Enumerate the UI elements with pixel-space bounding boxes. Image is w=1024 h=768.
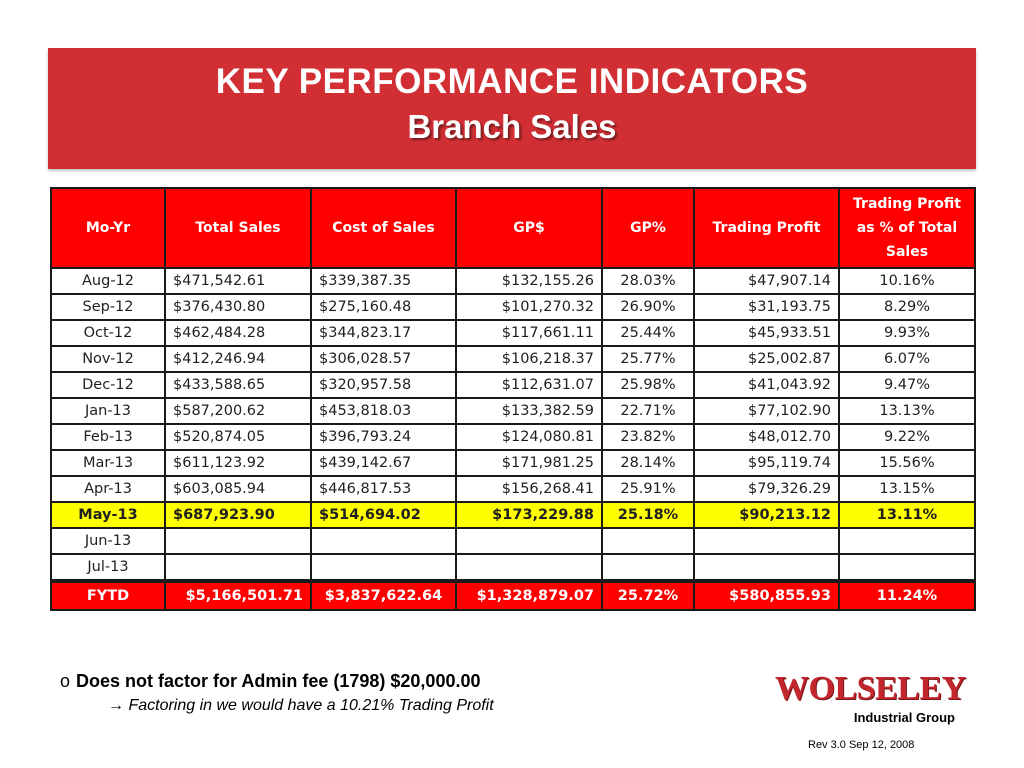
table-cell: $133,382.59 [456,398,602,424]
column-header: GP% [602,188,694,268]
table-cell: $339,387.35 [311,268,456,294]
note-line-2: → Factoring in we would have a 10.21% Trading Profit [108,697,494,714]
page-title: KEY PERFORMANCE INDICATORS [215,62,809,101]
table-cell [165,554,311,581]
table-cell: $77,102.90 [694,398,839,424]
table-cell: Dec-12 [51,372,165,398]
table-cell: $433,588.65 [165,372,311,398]
table-cell: $156,268.41 [456,476,602,502]
table-cell: 10.16% [839,268,975,294]
logo-brand: WOLSELEY [775,670,966,707]
total-cell: 25.72% [602,581,694,610]
table-row [51,528,975,554]
total-cell: 11.24% [839,581,975,610]
table-cell: $471,542.61 [165,268,311,294]
table-cell [311,528,456,554]
table-cell: 6.07% [839,346,975,372]
table-cell: $603,085.94 [165,476,311,502]
table-cell: 26.90% [602,294,694,320]
column-header: Cost of Sales [311,188,456,268]
column-header: GP$ [456,188,602,268]
table-cell: $106,218.37 [456,346,602,372]
table-cell: May-13 [51,502,165,528]
table-cell: $446,817.53 [311,476,456,502]
table-row [51,476,975,502]
table-cell: 25.98% [602,372,694,398]
table-cell: Sep-12 [51,294,165,320]
kpi-table [50,187,976,611]
table-cell: $439,142.67 [311,450,456,476]
table-cell: $412,246.94 [165,346,311,372]
table-total-row [51,581,975,610]
table-cell: 25.77% [602,346,694,372]
wolseley-logo [775,670,966,725]
table-cell: 13.13% [839,398,975,424]
table-cell [839,528,975,554]
table-cell: 25.91% [602,476,694,502]
table-cell: 15.56% [839,450,975,476]
table-cell: 8.29% [839,294,975,320]
table-cell: $45,933.51 [694,320,839,346]
table-cell [311,554,456,581]
table-cell: Feb-13 [51,424,165,450]
title-banner [48,48,976,169]
total-cell: FYTD [51,581,165,610]
table-row [51,502,975,528]
table-cell: Aug-12 [51,268,165,294]
total-cell: $5,166,501.71 [165,581,311,610]
table-cell: 9.93% [839,320,975,346]
table-row [51,346,975,372]
table-cell: $171,981.25 [456,450,602,476]
table-row [51,320,975,346]
table-cell: Oct-12 [51,320,165,346]
table-cell: $25,002.87 [694,346,839,372]
table-cell: 28.03% [602,268,694,294]
table-cell [694,554,839,581]
table-cell: $462,484.28 [165,320,311,346]
table-row [51,268,975,294]
total-cell: $580,855.93 [694,581,839,610]
table-cell: $376,430.80 [165,294,311,320]
table-cell: $31,193.75 [694,294,839,320]
table-row [51,372,975,398]
table-cell: $306,028.57 [311,346,456,372]
table-cell: 9.47% [839,372,975,398]
table-cell: $344,823.17 [311,320,456,346]
column-header: Total Sales [165,188,311,268]
table-cell: Apr-13 [51,476,165,502]
table-cell: $520,874.05 [165,424,311,450]
column-header: Trading Profit as % of Total Sales [839,188,975,268]
table-cell: $687,923.90 [165,502,311,528]
total-cell: $1,328,879.07 [456,581,602,610]
table-cell [456,554,602,581]
bullet-marker: o [60,671,71,691]
table-cell: $453,818.03 [311,398,456,424]
table-cell: $117,661.11 [456,320,602,346]
total-cell: $3,837,622.64 [311,581,456,610]
table-cell: 25.18% [602,502,694,528]
table-cell: $173,229.88 [456,502,602,528]
table-cell: $124,080.81 [456,424,602,450]
table-cell: Jan-13 [51,398,165,424]
table-cell [839,554,975,581]
table-cell: Jul-13 [51,554,165,581]
table-cell: $95,119.74 [694,450,839,476]
table-cell: $396,793.24 [311,424,456,450]
table-cell: 23.82% [602,424,694,450]
logo-subtitle: Industrial Group [853,710,955,725]
table-cell: $320,957.58 [311,372,456,398]
table-cell: $514,694.02 [311,502,456,528]
table-row [51,294,975,320]
table-row [51,554,975,581]
table-cell: $275,160.48 [311,294,456,320]
table-cell [694,528,839,554]
revision-label: Rev 3.0 Sep 12, 2008 [808,739,915,751]
table-cell [456,528,602,554]
table-cell: $90,213.12 [694,502,839,528]
table-cell: Nov-12 [51,346,165,372]
table-cell: 28.14% [602,450,694,476]
table-cell: $132,155.26 [456,268,602,294]
table-cell: $41,043.92 [694,372,839,398]
note-line-1 [60,671,481,692]
note-text-1: Does not factor for Admin fee (1798) $20,000.00 [76,671,481,691]
table-cell: $47,907.14 [694,268,839,294]
table-cell [602,528,694,554]
table-cell: 25.44% [602,320,694,346]
table-cell: 9.22% [839,424,975,450]
table-cell: $587,200.62 [165,398,311,424]
table-row [51,398,975,424]
table-cell [165,528,311,554]
table-cell: $79,326.29 [694,476,839,502]
table-cell: 22.71% [602,398,694,424]
table-cell: $101,270.32 [456,294,602,320]
table-row [51,424,975,450]
table-cell [602,554,694,581]
table-row [51,450,975,476]
table-header-row [51,188,975,268]
page-subtitle: Branch Sales [407,108,617,145]
table-cell: Jun-13 [51,528,165,554]
table-cell: $112,631.07 [456,372,602,398]
table-cell: 13.11% [839,502,975,528]
table-cell: Mar-13 [51,450,165,476]
table-cell: $48,012.70 [694,424,839,450]
column-header: Mo-Yr [51,188,165,268]
column-header: Trading Profit [694,188,839,268]
table-cell: $611,123.92 [165,450,311,476]
table-cell: 13.15% [839,476,975,502]
